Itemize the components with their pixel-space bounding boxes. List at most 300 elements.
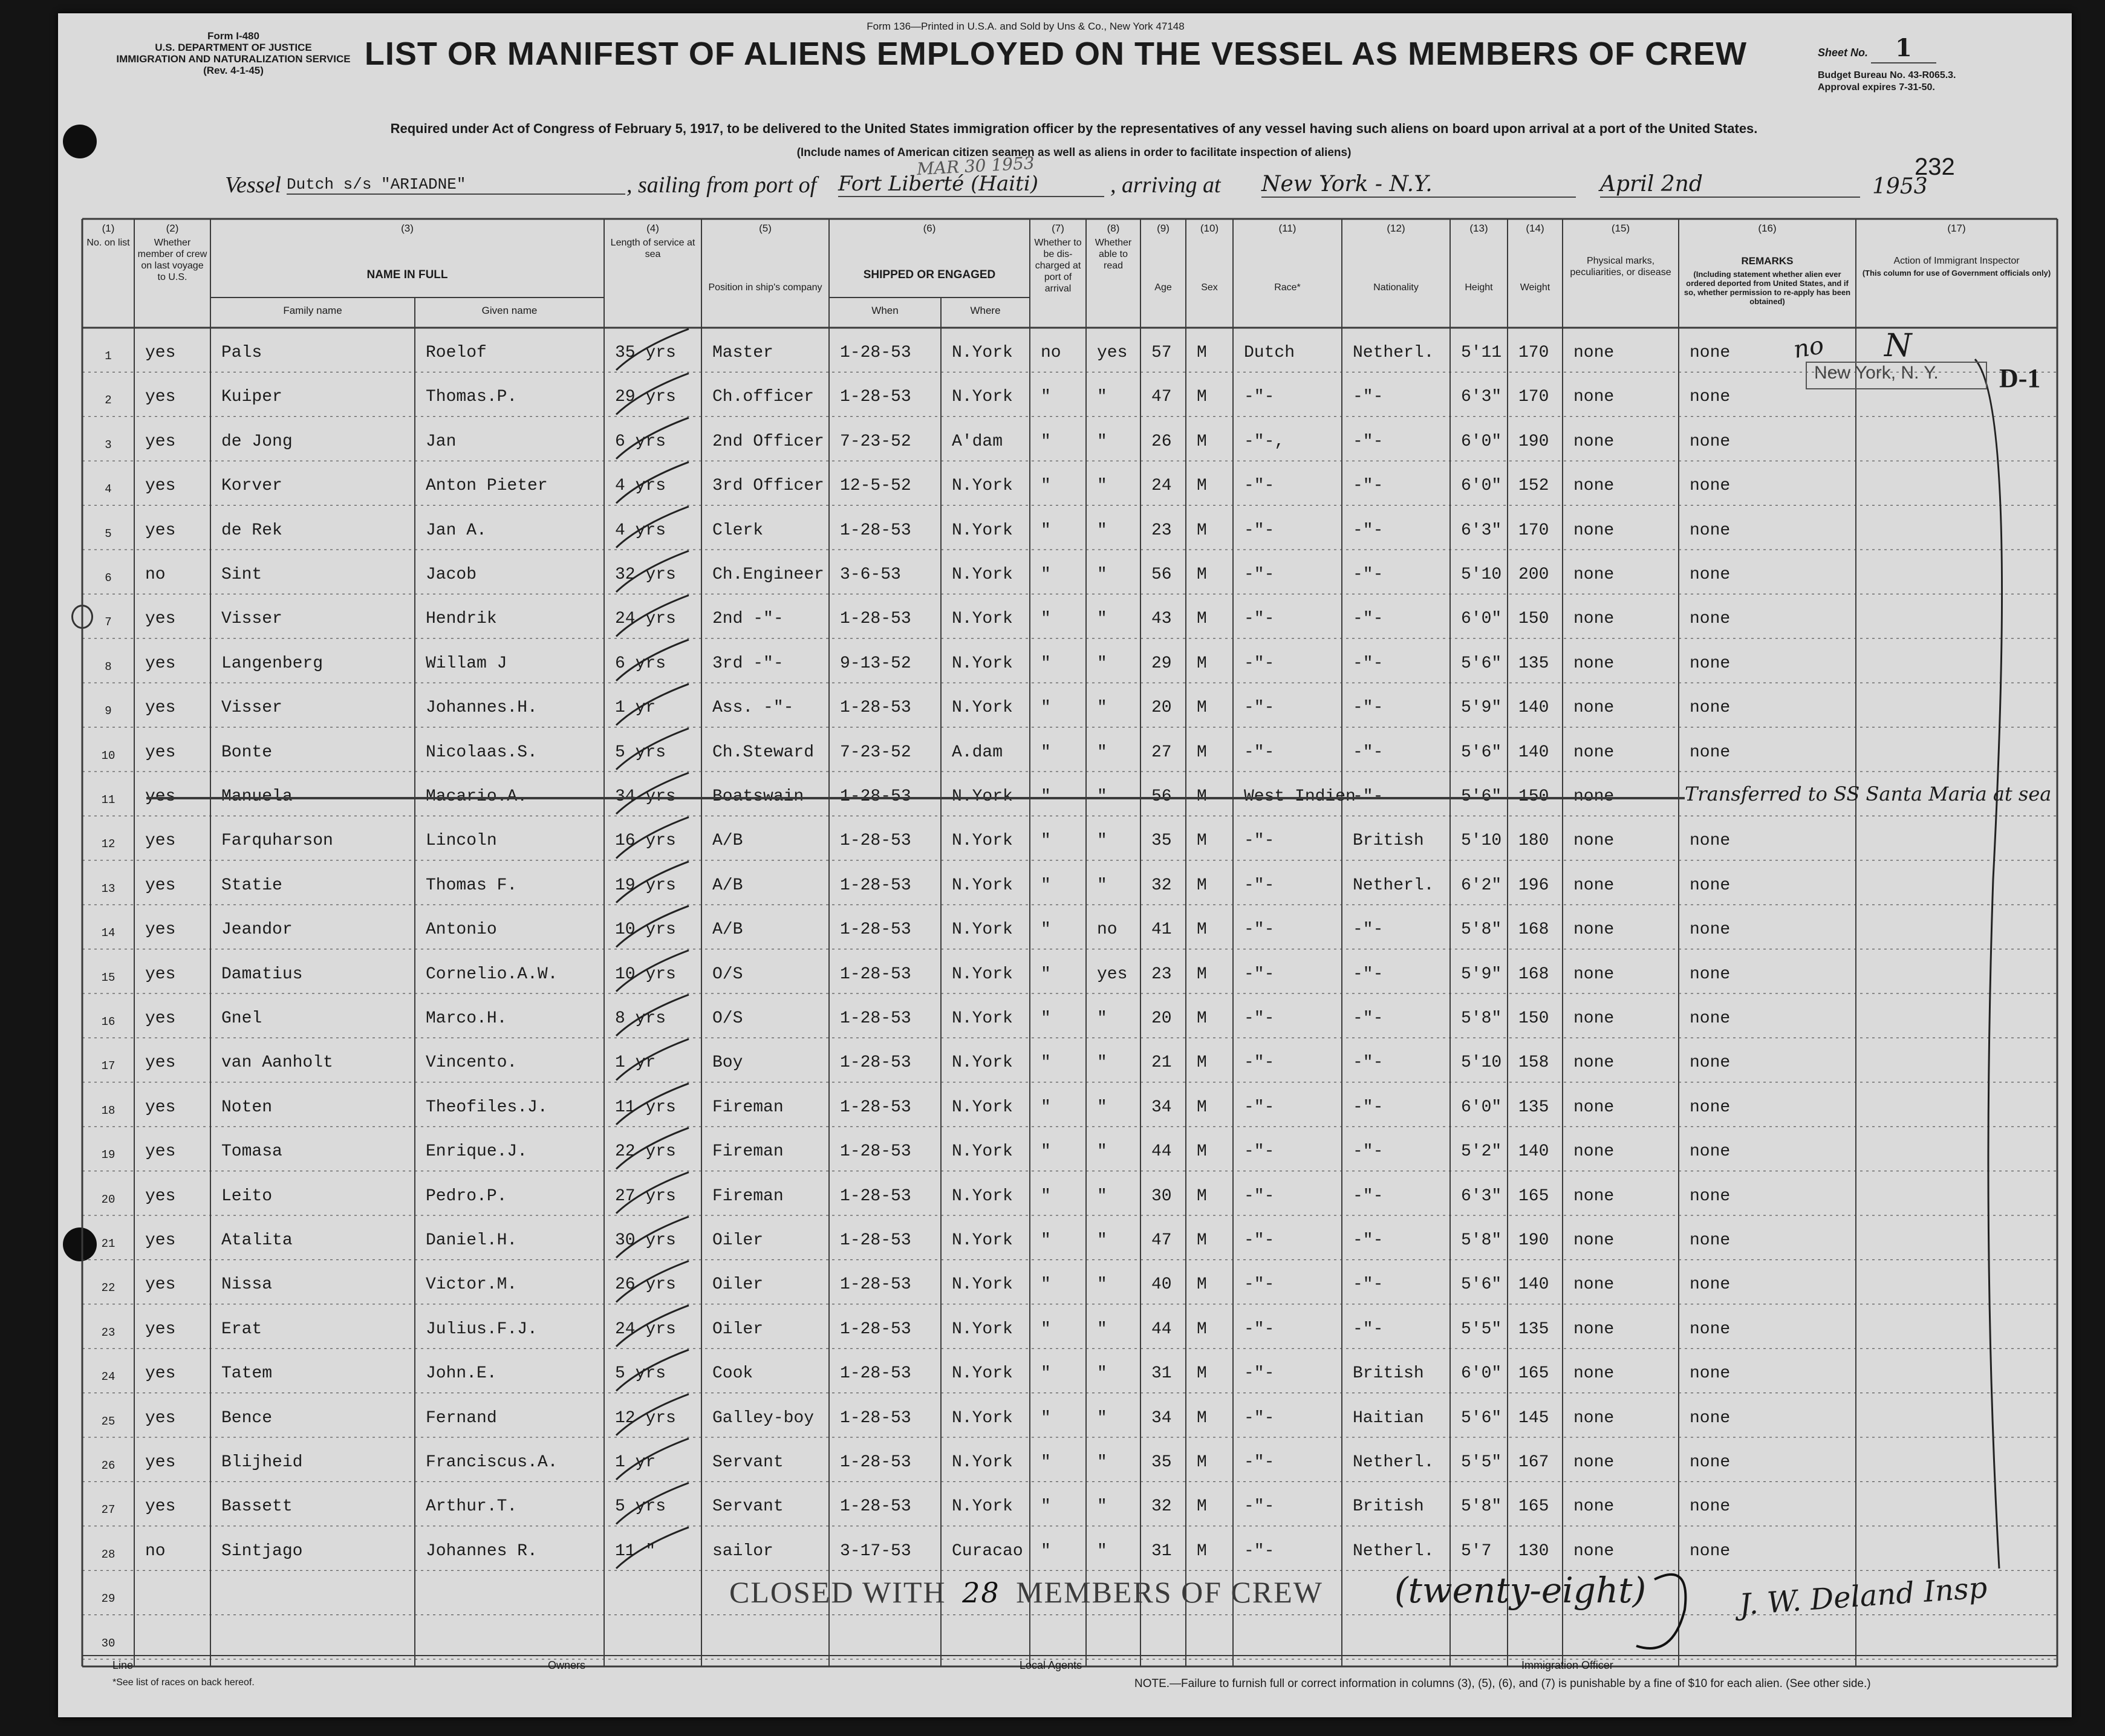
arrival-year: 1953 <box>1872 174 1928 199</box>
cell-when: 1-28-53 <box>840 787 911 806</box>
cell-when: 7-23-52 <box>840 432 911 451</box>
cell-read: " <box>1097 831 1107 851</box>
cell-weight: 135 <box>1518 1319 1549 1339</box>
cell-where: N.York <box>952 831 1013 851</box>
cell-nat: Netherl. <box>1353 343 1434 362</box>
cell-when: 1-28-53 <box>840 1142 911 1162</box>
cell-service: 6 yrs <box>615 654 666 673</box>
cell-sex: M <box>1197 1319 1207 1339</box>
cell-where: A'dam <box>952 432 1003 451</box>
cell-n: 14 <box>101 926 115 940</box>
cell-where: N.York <box>952 920 1013 940</box>
cell-where: N.York <box>952 610 1013 629</box>
cell-where: N.York <box>952 1186 1013 1206</box>
manifest-sheet <box>58 13 2072 1717</box>
sailing-label: , sailing from port of <box>626 172 817 198</box>
cell-weight: 168 <box>1518 920 1549 940</box>
cell-weight: 145 <box>1518 1408 1549 1428</box>
cell-n: 30 <box>101 1636 115 1650</box>
cell-nat: -"- <box>1353 1319 1384 1339</box>
column-number: (12) <box>1387 223 1405 234</box>
cell-position: Fireman <box>712 1097 784 1117</box>
column-number: (10) <box>1200 223 1219 234</box>
cell-height: 5'2" <box>1461 1142 1502 1162</box>
cell-family: Visser <box>221 610 282 629</box>
cell-where: N.York <box>952 876 1013 895</box>
cell-read: " <box>1097 1275 1107 1295</box>
column-number: (5) <box>759 223 772 234</box>
cell-read: " <box>1097 787 1107 806</box>
cell-family: van Aanholt <box>221 1053 333 1073</box>
closed-stamp-text: CLOSED WITH <box>729 1575 946 1609</box>
cell-height: 5'9" <box>1461 964 1502 984</box>
cell-marks: none <box>1573 476 1615 496</box>
cell-position: Galley-boy <box>712 1408 815 1428</box>
cell-given: Johannes R. <box>426 1541 538 1561</box>
cell-race: -"- <box>1244 1275 1275 1295</box>
cell-disch: " <box>1041 476 1051 496</box>
cell-given: Johannes.H. <box>426 698 538 718</box>
cell-disch: " <box>1041 610 1051 629</box>
cell-when: 1-28-53 <box>840 1364 911 1383</box>
cell-height: 5'8" <box>1461 1497 1502 1517</box>
cell-prev: yes <box>145 831 176 851</box>
cell-race: -"- <box>1244 1541 1275 1561</box>
cell-position: 3rd Officer <box>712 476 824 496</box>
cell-n: 1 <box>105 349 112 363</box>
cell-sex: M <box>1197 831 1207 851</box>
remarks-note: (Including statement whether alien ever ordered deported from United States, and if so, whether permission to re-apply has been obtained) <box>1684 270 1851 306</box>
cell-family: de Jong <box>221 432 293 451</box>
cell-read: " <box>1097 432 1107 451</box>
cell-n: 11 <box>101 793 115 807</box>
cell-age: 34 <box>1151 1097 1172 1117</box>
races-note: *See list of races on back hereof. <box>112 1677 255 1688</box>
cell-sex: M <box>1197 1097 1207 1117</box>
cell-read: " <box>1097 521 1107 540</box>
cell-given: Julius.F.J. <box>426 1319 538 1339</box>
cell-marks: none <box>1573 787 1615 806</box>
cell-n: 12 <box>101 837 115 851</box>
cell-n: 28 <box>101 1547 115 1561</box>
cell-nat: -"- <box>1353 787 1384 806</box>
cell-sex: M <box>1197 698 1207 718</box>
closed-stamp <box>729 1575 1323 1610</box>
cell-service: 4 yrs <box>615 521 666 540</box>
column-number: (17) <box>1947 223 1966 234</box>
cell-age: 23 <box>1151 521 1172 540</box>
cell-marks: none <box>1573 1275 1615 1295</box>
column-number: (6) <box>923 223 936 234</box>
cell-when: 9-13-52 <box>840 654 911 673</box>
cell-prev: yes <box>145 964 176 984</box>
cell-prev: yes <box>145 1097 176 1117</box>
cell-height: 5'6" <box>1461 1408 1502 1428</box>
crew-count: 28 <box>962 1576 1000 1609</box>
cell-read: " <box>1097 1009 1107 1028</box>
cell-service: 10 yrs <box>615 964 676 984</box>
cell-when: 1-28-53 <box>840 964 911 984</box>
cell-position: Master <box>712 343 773 362</box>
cell-marks: none <box>1573 1497 1615 1517</box>
cell-remarks: none <box>1690 1097 1731 1117</box>
cell-disch: " <box>1041 1497 1051 1517</box>
cell-service: 5 yrs <box>615 743 666 762</box>
cell-disch: " <box>1041 1231 1051 1250</box>
cell-when: 3-17-53 <box>840 1541 911 1561</box>
column-header: Nationality <box>1373 282 1419 293</box>
cell-family: Statie <box>221 876 282 895</box>
cell-position: Oiler <box>712 1275 764 1295</box>
cell-remarks: none <box>1690 698 1731 718</box>
cell-given: Lincoln <box>426 831 497 851</box>
cell-position: A/B <box>712 831 743 851</box>
cell-disch: " <box>1041 1408 1051 1428</box>
cell-height: 5'10 <box>1461 1053 1502 1073</box>
cell-when: 1-28-53 <box>840 343 911 362</box>
cell-height: 5'6" <box>1461 654 1502 673</box>
cell-remarks: none <box>1690 1186 1731 1206</box>
penalty-note: NOTE.—Failure to furnish full or correct information in columns (3), (5), (6), and (7) is punishable by a fine of $10 for each alien. (See other side.) <box>1134 1677 1871 1690</box>
cell-weight: 158 <box>1518 1053 1549 1073</box>
cell-disch: " <box>1041 432 1051 451</box>
cell-prev: yes <box>145 388 176 407</box>
cell-n: 4 <box>105 483 112 496</box>
cell-n: 9 <box>105 704 112 718</box>
cell-service: 22 yrs <box>615 1142 676 1162</box>
cell-weight: 152 <box>1518 476 1549 496</box>
cell-family: Kuiper <box>221 388 282 407</box>
subhead-given: Given name <box>481 305 538 316</box>
cell-where: N.York <box>952 1453 1013 1472</box>
sheet-number: 1 <box>1871 34 1936 63</box>
subhead-when: When <box>871 305 899 316</box>
form-number: Form I-480 <box>207 30 259 42</box>
cell-n: 18 <box>101 1104 115 1117</box>
cell-height: 5'8" <box>1461 1231 1502 1250</box>
footer-owners: Owners <box>548 1659 586 1671</box>
cell-sex: M <box>1197 1053 1207 1073</box>
cell-sex: M <box>1197 1142 1207 1162</box>
cell-given: Arthur.T. <box>426 1497 518 1517</box>
cell-nat: Netherl. <box>1353 876 1434 895</box>
cell-disch: " <box>1041 654 1051 673</box>
cell-nat: -"- <box>1353 610 1384 629</box>
cell-given: Antonio <box>426 920 497 940</box>
cell-remarks: none <box>1690 521 1731 540</box>
cell-family: Bassett <box>221 1497 293 1517</box>
cell-service: 32 yrs <box>615 565 676 584</box>
cell-age: 47 <box>1151 1231 1172 1250</box>
cell-n: 6 <box>105 571 112 585</box>
cell-weight: 140 <box>1518 1275 1549 1295</box>
cell-sex: M <box>1197 565 1207 584</box>
cell-given: Anton Pieter <box>426 476 548 496</box>
cell-where: N.York <box>952 1364 1013 1383</box>
cell-prev: yes <box>145 432 176 451</box>
cell-weight: 130 <box>1518 1541 1549 1561</box>
cell-height: 6'0" <box>1461 610 1502 629</box>
cell-remarks: none <box>1690 964 1731 984</box>
cell-when: 1-28-53 <box>840 1453 911 1472</box>
cell-when: 1-28-53 <box>840 1186 911 1206</box>
cell-race: -"- <box>1244 698 1275 718</box>
cell-race: Dutch <box>1244 343 1295 362</box>
cell-position: Ch.officer <box>712 388 815 407</box>
cell-when: 1-28-53 <box>840 1097 911 1117</box>
cell-height: 5'6" <box>1461 743 1502 762</box>
cell-race: -"- <box>1244 388 1275 407</box>
cell-prev: yes <box>145 1453 176 1472</box>
cell-remarks: none <box>1690 1231 1731 1250</box>
cell-prev: yes <box>145 1053 176 1073</box>
cell-when: 1-28-53 <box>840 1275 911 1295</box>
cell-disch: " <box>1041 1453 1051 1472</box>
cell-position: Oiler <box>712 1319 764 1339</box>
column-header: Age <box>1154 282 1172 293</box>
cell-remarks: none <box>1690 1053 1731 1073</box>
cell-given: Vincento. <box>426 1053 518 1073</box>
column-number: (16) <box>1758 223 1777 234</box>
subhead-where: Where <box>970 305 1001 316</box>
date-stamp: MAR 30 1953 <box>916 152 1035 180</box>
column-number: (8) <box>1107 223 1120 234</box>
cell-read: " <box>1097 876 1107 895</box>
cell-read: " <box>1097 388 1107 407</box>
cell-height: 6'0" <box>1461 476 1502 496</box>
cell-service: 10 yrs <box>615 920 676 940</box>
cell-position: 2nd Officer <box>712 432 824 451</box>
cell-given: Macario.A. <box>426 787 528 806</box>
cell-service: 26 yrs <box>615 1275 676 1295</box>
cell-race: -"- <box>1244 610 1275 629</box>
cell-position: Cook <box>712 1364 753 1383</box>
cell-where: N.York <box>952 698 1013 718</box>
cell-sex: M <box>1197 610 1207 629</box>
cell-prev: yes <box>145 476 176 496</box>
cell-marks: none <box>1573 964 1615 984</box>
cell-height: 5'7 <box>1461 1541 1492 1561</box>
cell-race: -"- <box>1244 876 1275 895</box>
cell-n: 13 <box>101 882 115 896</box>
cell-family: Bence <box>221 1408 273 1428</box>
cell-marks: none <box>1573 698 1615 718</box>
cell-position: A/B <box>712 920 743 940</box>
cell-disch: " <box>1041 964 1051 984</box>
cell-family: Korver <box>221 476 282 496</box>
cell-prev: no <box>145 565 166 584</box>
cell-marks: none <box>1573 1319 1615 1339</box>
inspector-signature: J. W. Deland Insp <box>1738 1570 1988 1622</box>
service-name: IMMIGRATION AND NATURALIZATION SERVICE <box>116 53 351 65</box>
cell-race: -"- <box>1244 920 1275 940</box>
cell-read: yes <box>1097 343 1128 362</box>
cell-marks: none <box>1573 1186 1615 1206</box>
cell-marks: none <box>1573 920 1615 940</box>
cell-height: 6'0" <box>1461 432 1502 451</box>
cell-where: N.York <box>952 1097 1013 1117</box>
column-number: (13) <box>1469 223 1488 234</box>
cell-sex: M <box>1197 743 1207 762</box>
column-header: Position in ship's company <box>708 282 822 293</box>
cell-marks: none <box>1573 343 1615 362</box>
cell-race: -"- <box>1244 1497 1275 1517</box>
cell-height: 6'2" <box>1461 876 1502 895</box>
page-title: LIST OR MANIFEST OF ALIENS EMPLOYED ON THE VESSEL AS MEMBERS OF CREW <box>364 36 1748 72</box>
cell-sex: M <box>1197 787 1207 806</box>
cell-when: 1-28-53 <box>840 1408 911 1428</box>
cell-weight: 190 <box>1518 432 1549 451</box>
cell-prev: yes <box>145 876 176 895</box>
column-header: Whether able to read <box>1095 238 1132 271</box>
cell-sex: M <box>1197 920 1207 940</box>
cell-weight: 150 <box>1518 1009 1549 1028</box>
cell-marks: none <box>1573 1453 1615 1472</box>
cell-race: -"- <box>1244 1231 1275 1250</box>
cell-weight: 167 <box>1518 1453 1549 1472</box>
cell-height: 5'8" <box>1461 920 1502 940</box>
cell-read: " <box>1097 1097 1107 1117</box>
cell-family: Nissa <box>221 1275 273 1295</box>
cell-remarks: none <box>1690 1319 1731 1339</box>
column-number: (3) <box>401 223 414 234</box>
cell-sex: M <box>1197 1453 1207 1472</box>
cell-n: 23 <box>101 1325 115 1339</box>
cell-height: 6'0" <box>1461 1097 1502 1117</box>
cell-where: N.York <box>952 1408 1013 1428</box>
cell-height: 6'3" <box>1461 521 1502 540</box>
cell-when: 1-28-53 <box>840 920 911 940</box>
cell-position: Clerk <box>712 521 764 540</box>
sheet-label: Sheet No. <box>1818 47 1869 59</box>
cell-race: -"- <box>1244 654 1275 673</box>
cell-marks: none <box>1573 654 1615 673</box>
cell-given: Hendrik <box>426 610 497 629</box>
cell-weight: 170 <box>1518 521 1549 540</box>
cell-service: 11 yrs <box>615 1097 676 1117</box>
cell-marks: none <box>1573 831 1615 851</box>
cell-position: 2nd -"- <box>712 610 784 629</box>
cell-given: Fernand <box>426 1408 497 1428</box>
cell-height: 5'10 <box>1461 565 1502 584</box>
column-header: SHIPPED OR ENGAGED <box>863 268 996 281</box>
cell-when: 1-28-53 <box>840 1231 911 1250</box>
cell-n: 20 <box>101 1192 115 1206</box>
cell-n: 27 <box>101 1503 115 1517</box>
n-mark: N <box>1884 328 1912 364</box>
cell-race: -"- <box>1244 1186 1275 1206</box>
cell-n: 5 <box>105 527 112 541</box>
column-header: NAME IN FULL <box>366 268 448 281</box>
cell-marks: none <box>1573 1364 1615 1383</box>
cell-family: Atalita <box>221 1231 293 1250</box>
cell-nat: -"- <box>1353 654 1384 673</box>
cell-service: 1 yr <box>615 698 656 718</box>
cell-weight: 150 <box>1518 610 1549 629</box>
cell-when: 12-5-52 <box>840 476 911 496</box>
cell-family: de Rek <box>221 521 282 540</box>
column-header: Physical marks, peculiarities, or disease <box>1570 256 1671 278</box>
cell-nat: -"- <box>1353 1142 1384 1162</box>
cell-service: 16 yrs <box>615 831 676 851</box>
no-mark: no <box>1791 331 1826 364</box>
cell-read: " <box>1097 1053 1107 1073</box>
cell-height: 5'8" <box>1461 1009 1502 1028</box>
cell-service: 30 yrs <box>615 1231 676 1250</box>
cell-age: 40 <box>1151 1275 1172 1295</box>
cell-disch: " <box>1041 787 1051 806</box>
column-number: (9) <box>1157 223 1170 234</box>
cell-weight: 135 <box>1518 1097 1549 1117</box>
cell-weight: 165 <box>1518 1364 1549 1383</box>
cell-read: " <box>1097 698 1107 718</box>
column-header: Length of service at sea <box>610 238 695 259</box>
cell-family: Visser <box>221 698 282 718</box>
cell-remarks: none <box>1690 565 1731 584</box>
cell-family: Gnel <box>221 1009 262 1028</box>
cell-service: 11 " <box>615 1541 656 1561</box>
cell-weight: 170 <box>1518 388 1549 407</box>
cell-weight: 180 <box>1518 831 1549 851</box>
cell-remarks: none <box>1690 876 1731 895</box>
cell-when: 1-28-53 <box>840 876 911 895</box>
cell-read: " <box>1097 1231 1107 1250</box>
cell-given: Theofiles.J. <box>426 1097 548 1117</box>
cell-age: 35 <box>1151 1453 1172 1472</box>
cell-position: A/B <box>712 876 743 895</box>
cell-sex: M <box>1197 388 1207 407</box>
cell-position: Fireman <box>712 1142 784 1162</box>
cell-marks: none <box>1573 1231 1615 1250</box>
cell-race: -"- <box>1244 476 1275 496</box>
cell-nat: -"- <box>1353 1231 1384 1250</box>
cell-age: 23 <box>1151 964 1172 984</box>
cell-sex: M <box>1197 1009 1207 1028</box>
column-header: Whether member of crew on last voyage to U.S. <box>137 238 207 282</box>
column-number: (2) <box>166 223 179 234</box>
cell-prev: yes <box>145 1275 176 1295</box>
cell-family: Blijheid <box>221 1453 303 1472</box>
cell-nat: -"- <box>1353 964 1384 984</box>
cell-family: Bonte <box>221 743 273 762</box>
cell-when: 1-28-53 <box>840 1497 911 1517</box>
cell-service: 24 yrs <box>615 610 676 629</box>
cell-family: Tatem <box>221 1364 273 1383</box>
cell-remarks: none <box>1690 1009 1731 1028</box>
cell-when: 1-28-53 <box>840 831 911 851</box>
cell-sex: M <box>1197 1275 1207 1295</box>
cell-service: 1 yr <box>615 1453 656 1472</box>
cell-remarks: none <box>1690 1364 1731 1383</box>
column-number: (15) <box>1611 223 1630 234</box>
cell-height: 6'0" <box>1461 1364 1502 1383</box>
cell-nat: -"- <box>1353 521 1384 540</box>
cell-sex: M <box>1197 1408 1207 1428</box>
cell-prev: yes <box>145 343 176 362</box>
cell-age: 26 <box>1151 432 1172 451</box>
cell-where: A.dam <box>952 743 1003 762</box>
cell-remarks: none <box>1690 1142 1731 1162</box>
cell-remarks: none <box>1690 388 1731 407</box>
cell-n: 8 <box>105 660 112 674</box>
cell-remarks: none <box>1690 1453 1731 1472</box>
cell-age: 31 <box>1151 1541 1172 1561</box>
cell-service: 12 yrs <box>615 1408 676 1428</box>
cell-weight: 165 <box>1518 1497 1549 1517</box>
cell-n: 17 <box>101 1059 115 1073</box>
cell-where: N.York <box>952 1275 1013 1295</box>
cell-service: 35 yrs <box>615 343 676 362</box>
